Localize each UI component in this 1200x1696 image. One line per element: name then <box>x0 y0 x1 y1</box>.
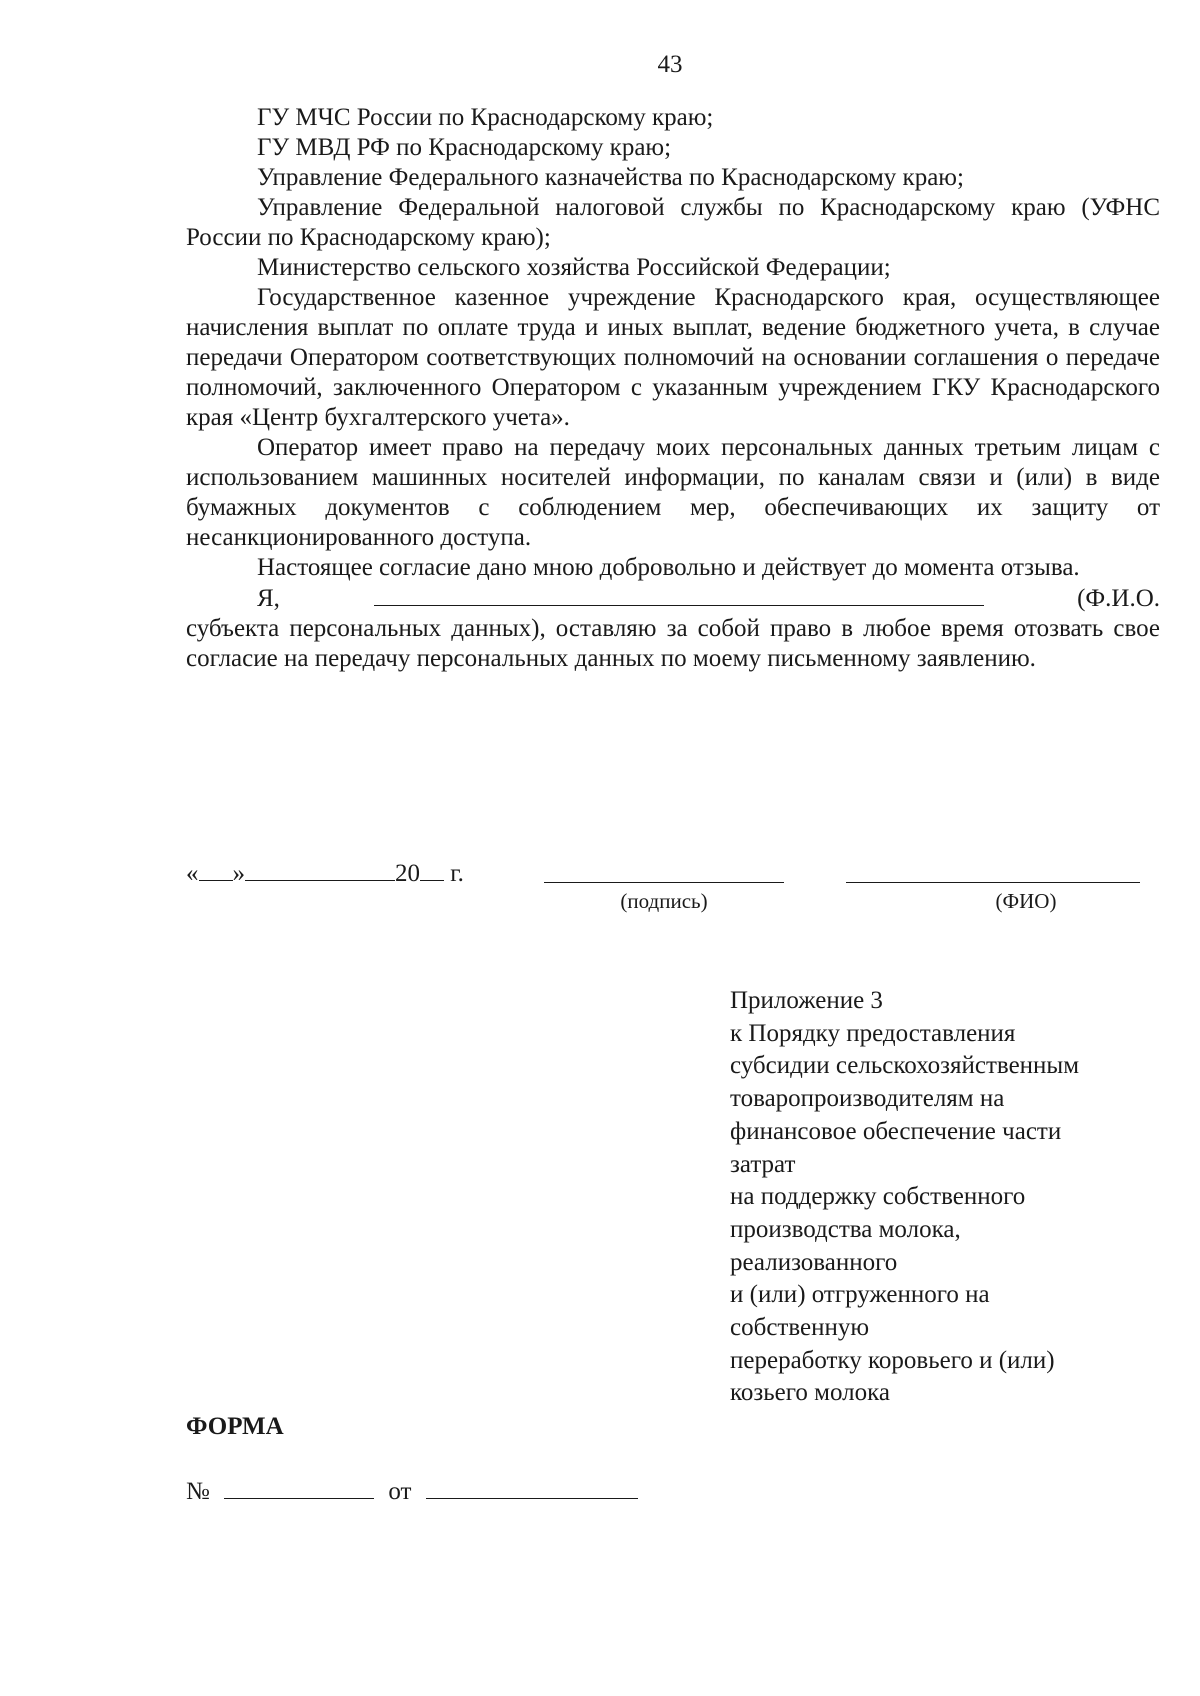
appendix-line: товаропроизводителям на <box>730 1085 1005 1113</box>
appendix-line: переработку коровьего и (или) <box>730 1346 1055 1374</box>
year-prefix: 20 <box>395 860 420 887</box>
signature-line[interactable] <box>544 882 784 883</box>
appendix-line: собственную <box>730 1314 870 1342</box>
appendix-line: Приложение 3 <box>730 987 883 1014</box>
page-number: 43 <box>657 51 683 78</box>
appendix-header <box>730 985 1150 1410</box>
form-date-blank[interactable] <box>426 1476 638 1499</box>
paragraph-revoke-line <box>186 583 1160 614</box>
fio-blank-line[interactable] <box>374 583 984 606</box>
form-number-blank[interactable] <box>224 1476 374 1499</box>
appendix-line: затрат <box>730 1150 796 1178</box>
form-number-row <box>186 1476 638 1507</box>
paragraph-revoke-rest: субъекта персональных данных), оставляю за собой право в любое время отозвать свое согласие на передачу персональных данных по моему письменному заявлению. <box>186 615 1160 672</box>
appendix-line: к Порядку предоставления <box>730 1019 1016 1047</box>
quote-open: « <box>186 860 199 887</box>
revoke-fio-label: (Ф.И.О. <box>1077 585 1160 612</box>
fio-line[interactable] <box>846 882 1140 883</box>
recipient-ministry-agriculture: Министерство сельского хозяйства Российской Федерации; <box>257 254 891 281</box>
form-title: ФОРМА <box>186 1413 284 1440</box>
recipient-accounting-center: Государственное казенное учреждение Краснодарского края, осуществляющее начисления выплат по оплате труда и иных выплат, ведение бюджетного учета, в случае передачи Оператором соответствующих полномочий на основании соглашения о передаче полномочий, заключенного Оператором с указанным учреждением ГКУ Краснодарского края «Центр бухгалтерского учета». <box>186 284 1160 431</box>
day-blank[interactable] <box>199 858 233 881</box>
revoke-i-label: Я, <box>257 585 280 612</box>
appendix-line: козьего молока <box>730 1379 890 1407</box>
appendix-line: субсидии сельскохозяйственным <box>730 1052 1080 1080</box>
signature-block <box>186 858 1160 918</box>
signature-caption: (подпись) <box>620 889 708 913</box>
appendix-line: реализованного <box>730 1248 898 1276</box>
quote-close: » <box>232 860 245 887</box>
fio-caption: (ФИО) <box>995 889 1057 913</box>
document-body <box>186 103 1160 674</box>
appendix-line: финансовое обеспечение части <box>730 1117 1062 1145</box>
number-sign: № <box>186 1478 210 1505</box>
year-blank[interactable] <box>420 858 444 881</box>
from-label: от <box>388 1478 412 1505</box>
paragraph-consent-voluntary: Настоящее согласие дано мною добровольно и действует до момента отзыва. <box>257 554 1080 581</box>
year-suffix: г. <box>450 860 464 887</box>
paragraph-transfer-rights: Оператор имеет право на передачу моих персональных данных третьим лицам с использованием машинных носителей информации, по каналам связи и (или) в виде бумажных документов с соблюдением мер, обеспечивающих их защиту от несанкционированного доступа. <box>186 434 1160 551</box>
month-blank[interactable] <box>245 858 395 881</box>
recipient-mvd: ГУ МВД РФ по Краснодарскому краю; <box>257 134 672 161</box>
appendix-line: на поддержку собственного <box>730 1183 1026 1211</box>
date-field <box>186 858 464 889</box>
recipient-treasury: Управление Федерального казначейства по Краснодарскому краю; <box>257 164 964 191</box>
appendix-line: производства молока, <box>730 1215 961 1243</box>
recipient-mchs: ГУ МЧС России по Краснодарскому краю; <box>257 104 714 131</box>
recipient-tax-service: Управление Федеральной налоговой службы по Краснодарскому краю (УФНС России по Краснодарскому краю); <box>186 194 1160 251</box>
appendix-line: и (или) отгруженного на <box>730 1281 990 1309</box>
